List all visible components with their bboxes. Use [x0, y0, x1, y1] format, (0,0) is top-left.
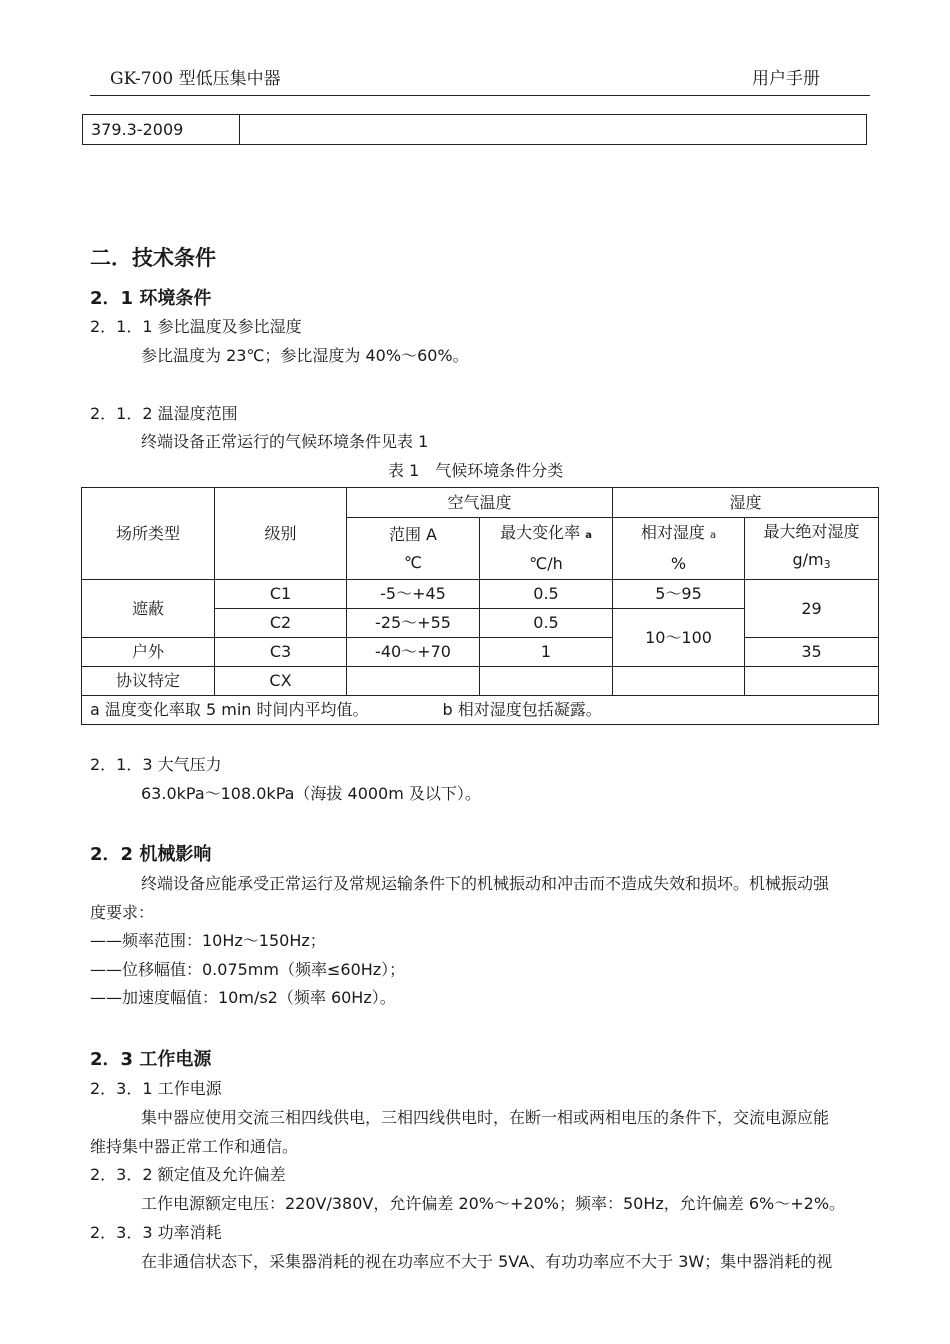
clause-title-2-1-2: 2．1．2 温湿度范围 — [90, 404, 238, 423]
list-item: ——频率范围：10Hz～150Hz； — [90, 931, 326, 950]
cell-agreement: 协议特定 — [82, 667, 215, 696]
table-row — [82, 580, 879, 609]
max-rate-text: 最大变化率 — [500, 523, 581, 542]
clause-title-2-3-2: 2．3．2 额定值及允许偏差 — [90, 1165, 286, 1184]
footnote-a: a 温度变化率取 5 min 时间内平均值。 — [90, 700, 369, 719]
cell-c1-range: -5～+45 — [347, 580, 480, 609]
header-humidity: 湿度 — [613, 488, 879, 518]
cell-c1-rel: 5～95 — [613, 580, 745, 609]
cell-c1: C1 — [215, 580, 347, 609]
clause-title-2-3-1: 2．3．1 工作电源 — [90, 1079, 222, 1098]
standard-name-cell — [240, 115, 867, 145]
standards-table-fragment — [82, 114, 867, 145]
cell-c3-range: -40～+70 — [347, 638, 480, 667]
table-footnote — [82, 696, 879, 725]
header-title: GK-700 型低压集中器 — [110, 69, 281, 89]
clause-title-2-1-1: 2．1．1 参比温度及参比湿度 — [90, 317, 302, 336]
clause-title-2-3-3: 2．3．3 功率消耗 — [90, 1223, 222, 1242]
clause-text-2-3-1-line1: 集中器应使用交流三相四线供电，三相四线供电时，在断一相或两相电压的条件下，交流电源应能 — [141, 1108, 830, 1127]
subsection-title-2-2: 2．2 机械影响 — [90, 844, 212, 865]
header-rel-unit: % — [670, 554, 687, 573]
rel-text: 相对湿度 — [640, 523, 705, 542]
paragraph-2-2-line1: 终端设备应能承受正常运行及常规运输条件下的机械振动和冲击而不造成失效和损坏。机械振动强 — [141, 874, 830, 893]
header-divider — [90, 95, 870, 96]
header-air-temperature: 空气温度 — [347, 488, 613, 518]
paragraph-2-2-line2: 度要求： — [90, 903, 155, 922]
header-range-label: 范围 A — [388, 524, 438, 544]
cell-c3: C3 — [215, 638, 347, 667]
cell-outdoor: 户外 — [82, 638, 215, 667]
clause-text-2-3-1-line2: 维持集中器正常工作和通信。 — [90, 1137, 299, 1156]
header-rel-label — [613, 519, 744, 550]
header-relative-humidity — [613, 518, 745, 580]
header-place-type: 场所类型 — [82, 488, 215, 580]
clause-text-2-1-2: 终端设备正常运行的气候环境条件见表 1 — [141, 432, 429, 451]
cell-c3-abs: 35 — [745, 638, 879, 667]
footnote-mark-a: a — [585, 530, 592, 541]
header-max-rate-label — [480, 519, 612, 550]
cell-c12-abs: 29 — [745, 580, 879, 638]
list-item: ——加速度幅值：10m/s2（频率 60Hz）。 — [90, 988, 396, 1007]
footnote-b: b 相对湿度包括凝露。 — [442, 700, 602, 719]
abs-unit-subscript: 3 — [823, 558, 831, 571]
cell-c2-range: -25～+55 — [347, 609, 480, 638]
table-row — [82, 638, 879, 667]
table-footnote-row — [82, 696, 879, 725]
clause-text-2-1-1: 参比温度为 23℃；参比湿度为 40%～60%。 — [141, 346, 469, 365]
header-manual-label: 用户手册 — [752, 69, 820, 89]
clause-title-2-1-3: 2．1．3 大气压力 — [90, 755, 222, 774]
climate-conditions-table — [81, 487, 879, 725]
cell-empty — [347, 667, 480, 696]
cell-c2: C2 — [215, 609, 347, 638]
clause-text-2-3-3: 在非通信状态下，采集器消耗的视在功率应不大于 5VA、有功功率应不大于 3W；集中器消耗的视 — [141, 1252, 833, 1271]
section-title: 二．技术条件 — [90, 246, 216, 270]
table-row — [83, 115, 867, 145]
abs-unit-text: g/m — [792, 550, 824, 569]
cell-cx: CX — [215, 667, 347, 696]
subsection-title-2-3: 2．3 工作电源 — [90, 1049, 212, 1070]
header-abs-unit — [745, 546, 878, 579]
list-item: ——位移幅值：0.075mm（频率≤60Hz）； — [90, 960, 406, 979]
table-row — [82, 667, 879, 696]
clause-text-2-3-2: 工作电源额定电压：220V/380V，允许偏差 20%～+20%；频率：50Hz，允许偏差 6%～+2%。 — [141, 1194, 846, 1213]
header-level: 级别 — [215, 488, 347, 580]
header-max-rate-unit: ℃/h — [529, 554, 563, 573]
header-range — [347, 518, 480, 580]
footnote-mark-a: a — [710, 530, 717, 541]
cell-empty — [613, 667, 745, 696]
standard-number-cell: 379.3-2009 — [83, 115, 240, 145]
cell-empty — [480, 667, 613, 696]
cell-c2-rate: 0.5 — [480, 609, 613, 638]
table-header-row — [82, 488, 879, 518]
header-abs-label: 最大绝对湿度 — [763, 522, 860, 541]
header-max-rate — [480, 518, 613, 580]
cell-c3-rate: 1 — [480, 638, 613, 667]
cell-c23-rel: 10～100 — [613, 609, 745, 667]
cell-c1-rate: 0.5 — [480, 580, 613, 609]
cell-shielded: 遮蔽 — [82, 580, 215, 638]
header-absolute-humidity — [745, 518, 879, 580]
table-caption: 表 1 气候环境条件分类 — [388, 461, 564, 480]
clause-text-2-1-3: 63.0kPa～108.0kPa（海拔 4000m 及以下）。 — [141, 784, 481, 803]
header-range-unit: ℃ — [404, 552, 422, 572]
subsection-title-2-1: 2．1 环境条件 — [90, 288, 212, 309]
cell-empty — [745, 667, 879, 696]
